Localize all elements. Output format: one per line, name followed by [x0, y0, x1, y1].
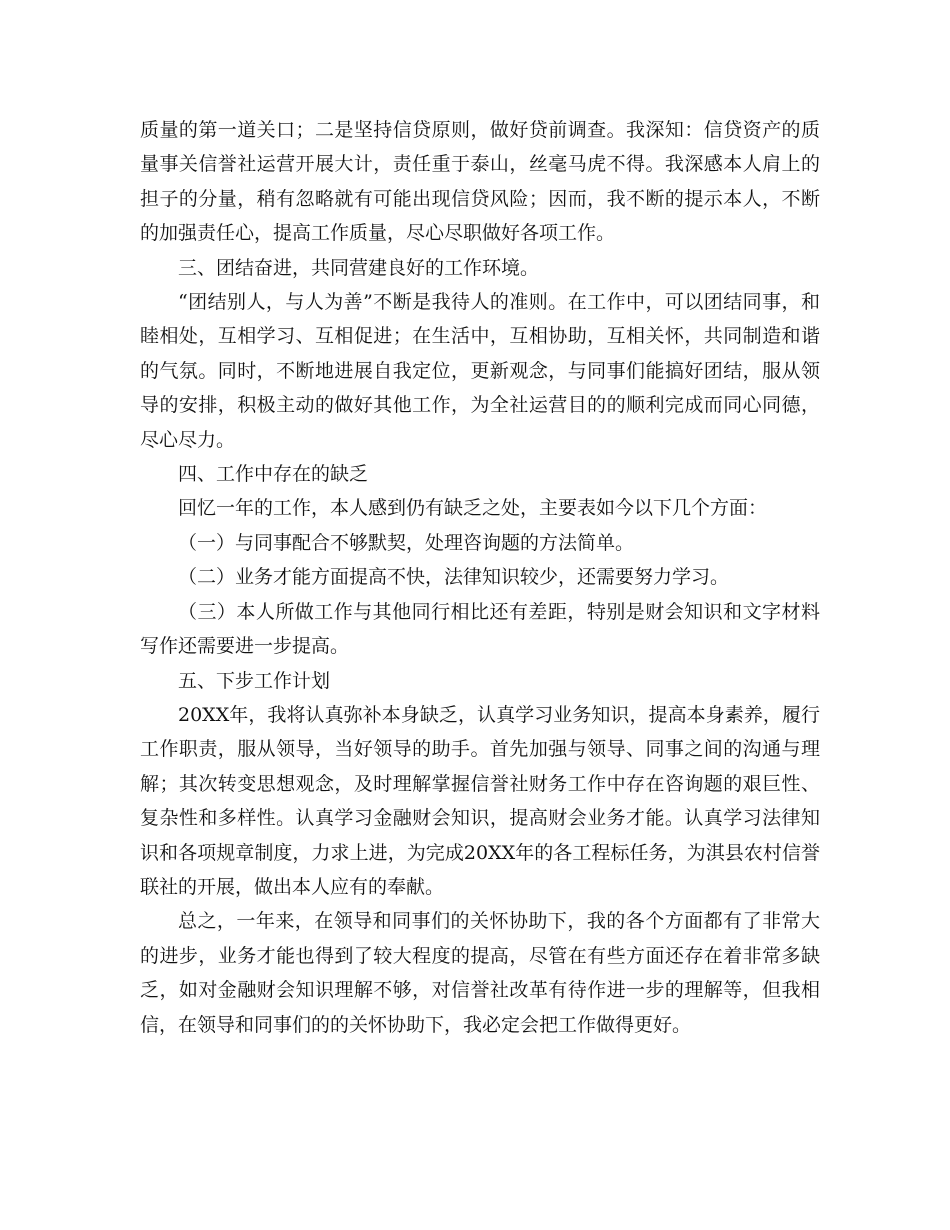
list-item-shortcoming-2: （二）业务才能方面提高不快，法律知识较少，还需要努力学习。	[178, 566, 730, 589]
paragraph-credit-quality: 质量的第一道关口；二是坚持信贷原则，做好贷前调查。我深知：信贷资产的质量事关信誉社运营开展大计，责任重于泰山，丝毫马虎不得。我深感本人肩上的担子的分量，稍有忽略就有可能出现信贷风险；因而，我不断的提示本人，不断的加强责任心，提高工作质量，尽心尽职做好各项工作。	[140, 119, 820, 245]
section-heading-next-plan: 五、下步工作计划	[178, 669, 331, 692]
section-heading-shortcomings: 四、工作中存在的缺乏	[178, 463, 369, 486]
paragraph-unity: “团结别人，与人为善”不断是我待人的准则。在工作中，可以团结同事，和睦相处，互相学习、互相促进；在生活中，互相协助，互相关怀，共同制造和谐的气氛。同时，不断地进展自我定位，更新观念，与同事们能搞好团结，服从领导的安排，积极主动的做好其他工作，为全社运营目的的顺利完成而同心同德，尽心尽力。	[140, 291, 820, 451]
paragraph-conclusion: 总之，一年来，在领导和同事们的关怀协助下，我的各个方面都有了非常大的进步，业务才能也得到了较大程度的提高，尽管在有些方面还存在着非常多缺乏，如对金融财会知识理解不够，对信誉社改革有待作进一步的理解等，但我相信，在领导和同事们的的关怀协助下，我必定会把工作做得更好。	[140, 910, 820, 1036]
list-item-shortcoming-1: （一）与同事配合不够默契，处理咨询题的方法简单。	[178, 531, 635, 554]
paragraph-next-plan: 20XX年，我将认真弥补本身缺乏，认真学习业务知识，提高本身素养，履行工作职责，服从领导，当好领导的助手。首先加强与领导、同事之间的沟通与理解；其次转变思想观念，及时理解掌握信誉社财务工作中存在咨询题的艰巨性、复杂性和多样性。认真学习金融财会知识，提高财会业务才能。认真学习法律知识和各项规章制度，力求上进，为完成20XX年的各工程标任务，为淇县农村信誉联社的开展，做出本人应有的奉献。	[140, 703, 820, 898]
list-item-shortcoming-3: （三）本人所做工作与其他同行相比还有差距，特别是财会知识和文字材料写作还需要进一步提高。	[140, 600, 820, 658]
paragraph-review: 回忆一年的工作，本人感到仍有缺乏之处，主要表如今以下几个方面：	[178, 497, 768, 520]
document-body	[140, 113, 820, 1042]
section-heading-unity: 三、团结奋进，共同营建良好的工作环境。	[178, 256, 540, 279]
